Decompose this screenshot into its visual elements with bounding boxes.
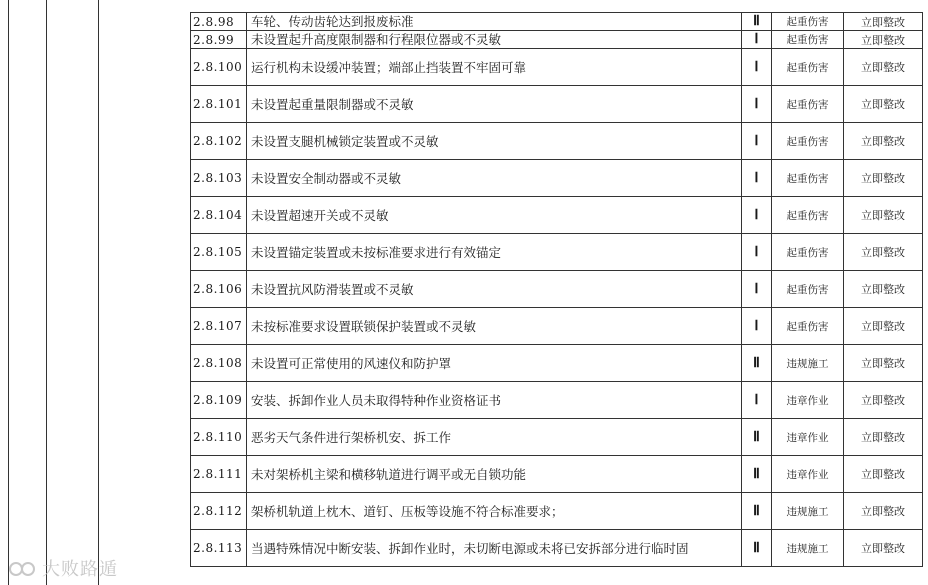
table-row: [191, 345, 923, 382]
rectification-action: [844, 197, 923, 234]
accident-type: [772, 382, 844, 419]
hazard-description: [247, 13, 742, 31]
rectification-action-text: 立即整改: [861, 394, 905, 407]
hazard-grade-text: Ⅱ: [753, 355, 760, 371]
accident-type-text: 违章作业: [786, 431, 829, 444]
table-row: [191, 86, 923, 123]
hazard-description: [247, 308, 742, 345]
hazard-description: [247, 493, 742, 530]
item-code-text: 2.8.108: [193, 356, 243, 370]
table-row: [191, 13, 923, 31]
table-row: [191, 49, 923, 86]
hazard-grade-text: Ⅰ: [754, 392, 759, 408]
item-code-text: 2.8.111: [193, 467, 243, 481]
rectification-action: [844, 456, 923, 493]
rectification-action-text: 立即整改: [861, 135, 905, 148]
accident-type-text: 起重伤害: [786, 283, 829, 296]
accident-type: [772, 49, 844, 86]
hazard-description: [247, 382, 742, 419]
rectification-action: [844, 123, 923, 160]
item-code-text: 2.8.109: [193, 393, 243, 407]
hazard-description: [247, 271, 742, 308]
item-code: [191, 234, 247, 271]
rectification-action: [844, 493, 923, 530]
item-code: [191, 13, 247, 31]
item-code-text: 2.8.103: [193, 171, 243, 185]
table-row: [191, 234, 923, 271]
watermark-logo-icon: [8, 558, 40, 578]
hazard-table: [190, 12, 923, 567]
hazard-grade-text: Ⅰ: [754, 133, 759, 149]
item-code-text: 2.8.113: [193, 541, 243, 555]
hazard-grade: [742, 271, 772, 308]
hazard-grade-text: Ⅰ: [754, 170, 759, 186]
accident-type: [772, 197, 844, 234]
accident-type-text: 违章作业: [786, 394, 829, 407]
hazard-grade: [742, 456, 772, 493]
item-code-text: 2.8.102: [193, 134, 243, 148]
item-code-text: 2.8.101: [193, 97, 243, 111]
item-code: [191, 419, 247, 456]
hazard-description: [247, 345, 742, 382]
hazard-description: [247, 86, 742, 123]
hazard-description-text: 运行机构未设缓冲装置；端部止挡装置不牢固可靠: [251, 60, 527, 75]
accident-type: [772, 31, 844, 49]
rectification-action-text: 立即整改: [861, 246, 905, 259]
table-row: [191, 493, 923, 530]
hazard-grade-text: Ⅱ: [753, 503, 760, 519]
table-row: [191, 382, 923, 419]
hazard-grade-text: Ⅰ: [754, 281, 759, 297]
accident-type: [772, 234, 844, 271]
hazard-grade: [742, 160, 772, 197]
rectification-action-text: 立即整改: [861, 320, 905, 333]
accident-type-text: 起重伤害: [786, 246, 829, 259]
accident-type-text: 违规施工: [786, 542, 829, 555]
hazard-grade-text: Ⅰ: [754, 207, 759, 223]
accident-type: [772, 530, 844, 567]
rectification-action-text: 立即整改: [861, 468, 905, 481]
item-code: [191, 197, 247, 234]
item-code: [191, 31, 247, 49]
hazard-description-text: 未设置起升高度限制器和行程限位器或不灵敏: [251, 31, 502, 47]
item-code-text: 2.8.100: [193, 60, 243, 74]
accident-type-text: 起重伤害: [786, 209, 829, 222]
item-code-text: 2.8.110: [193, 430, 243, 444]
accident-type: [772, 160, 844, 197]
hazard-description-text: 未设置抗风防滑装置或不灵敏: [251, 282, 414, 297]
hazard-description-text: 当遇特殊情况中断安装、拆卸作业时，未切断电源或未将已安拆部分进行临时固: [251, 541, 689, 556]
rectification-action: [844, 160, 923, 197]
item-code-text: 2.8.106: [193, 282, 243, 296]
item-code-text: 2.8.98: [193, 14, 235, 29]
hazard-description-text: 未设置支腿机械锁定装置或不灵敏: [251, 134, 439, 149]
category-column-line: [46, 0, 47, 585]
rectification-action: [844, 49, 923, 86]
hazard-description: [247, 160, 742, 197]
item-code-text: 2.8.105: [193, 245, 243, 259]
hazard-description: [247, 49, 742, 86]
rectification-action: [844, 345, 923, 382]
accident-type: [772, 456, 844, 493]
hazard-description: [247, 456, 742, 493]
accident-type-text: 起重伤害: [786, 34, 829, 46]
accident-type-text: 起重伤害: [786, 172, 829, 185]
item-code: [191, 123, 247, 160]
hazard-grade: [742, 123, 772, 160]
table-row: [191, 308, 923, 345]
hazard-description-text: 未设置安全制动器或不灵敏: [251, 171, 402, 186]
rectification-action-text: 立即整改: [861, 61, 905, 74]
accident-type-text: 违章作业: [786, 468, 829, 481]
hazard-description: [247, 234, 742, 271]
hazard-description-text: 未设置锚定装置或未按标准要求进行有效锚定: [251, 245, 502, 260]
hazard-grade: [742, 31, 772, 49]
hazard-grade-text: Ⅱ: [753, 466, 760, 482]
accident-type: [772, 13, 844, 31]
hazard-grade: [742, 530, 772, 567]
accident-type-text: 起重伤害: [786, 320, 829, 333]
accident-type: [772, 308, 844, 345]
hazard-description-text: 安装、拆卸作业人员未取得特种作业资格证书: [251, 393, 502, 408]
left-border-line: [8, 0, 9, 585]
item-code-text: 2.8.112: [193, 504, 243, 518]
hazard-grade-text: Ⅰ: [754, 32, 759, 47]
accident-type: [772, 419, 844, 456]
accident-type: [772, 493, 844, 530]
hazard-grade: [742, 345, 772, 382]
table-row: [191, 123, 923, 160]
hazard-description: [247, 197, 742, 234]
hazard-table-body: [191, 13, 923, 567]
rectification-action: [844, 31, 923, 49]
rectification-action: [844, 530, 923, 567]
hazard-description: [247, 530, 742, 567]
item-code-text: 2.8.107: [193, 319, 243, 333]
rectification-action: [844, 308, 923, 345]
rectification-action: [844, 382, 923, 419]
hazard-grade: [742, 86, 772, 123]
hazard-grade: [742, 493, 772, 530]
hazard-grade: [742, 234, 772, 271]
table-row: [191, 31, 923, 49]
accident-type: [772, 123, 844, 160]
hazard-grade: [742, 197, 772, 234]
rectification-action-text: 立即整改: [861, 542, 905, 555]
hazard-description-text: 车轮、传动齿轮达到报废标准: [251, 13, 414, 29]
hazard-description: [247, 123, 742, 160]
table-row: [191, 197, 923, 234]
hazard-grade-text: Ⅰ: [754, 96, 759, 112]
rectification-action-text: 立即整改: [861, 33, 905, 47]
rectification-action-text: 立即整改: [861, 431, 905, 444]
hazard-description-text: 未设置起重量限制器或不灵敏: [251, 97, 414, 112]
item-code: [191, 382, 247, 419]
accident-type: [772, 271, 844, 308]
rectification-action: [844, 13, 923, 31]
rectification-action-text: 立即整改: [861, 209, 905, 222]
item-code: [191, 493, 247, 530]
rectification-action-text: 立即整改: [861, 283, 905, 296]
subcategory-column-line: [98, 0, 99, 585]
hazard-grade: [742, 13, 772, 31]
accident-type-text: 起重伤害: [786, 61, 829, 74]
accident-type-text: 起重伤害: [786, 135, 829, 148]
hazard-description: [247, 419, 742, 456]
hazard-description-text: 未设置可正常使用的风速仪和防护罩: [251, 356, 452, 371]
hazard-description-text: 恶劣天气条件进行架桥机安、拆工作: [251, 430, 452, 445]
accident-type-text: 起重伤害: [786, 98, 829, 111]
hazard-grade: [742, 382, 772, 419]
rectification-action: [844, 86, 923, 123]
table-row: [191, 419, 923, 456]
hazard-description-text: 未按标准要求设置联锁保护装置或不灵敏: [251, 319, 477, 334]
accident-type-text: 违规施工: [786, 357, 829, 370]
item-code-text: 2.8.99: [193, 32, 235, 47]
hazard-grade: [742, 308, 772, 345]
hazard-grade: [742, 49, 772, 86]
item-code: [191, 530, 247, 567]
item-code: [191, 271, 247, 308]
accident-type-text: 起重伤害: [786, 16, 829, 28]
table-row: [191, 160, 923, 197]
accident-type-text: 违规施工: [786, 505, 829, 518]
hazard-grade-text: Ⅱ: [753, 429, 760, 445]
hazard-grade: [742, 419, 772, 456]
item-code: [191, 345, 247, 382]
hazard-grade-text: Ⅰ: [754, 59, 759, 75]
accident-type: [772, 86, 844, 123]
table-row: [191, 456, 923, 493]
rectification-action-text: 立即整改: [861, 357, 905, 370]
item-code: [191, 456, 247, 493]
watermark-text: 大败路遁: [42, 559, 118, 580]
item-code: [191, 160, 247, 197]
table-row: [191, 271, 923, 308]
hazard-grade-text: Ⅰ: [754, 318, 759, 334]
hazard-grade-text: Ⅱ: [753, 540, 760, 556]
hazard-description: [247, 31, 742, 49]
item-code: [191, 49, 247, 86]
item-code-text: 2.8.104: [193, 208, 243, 222]
rectification-action: [844, 271, 923, 308]
rectification-action: [844, 234, 923, 271]
rectification-action-text: 立即整改: [861, 172, 905, 185]
accident-type: [772, 345, 844, 382]
hazard-grade-text: Ⅱ: [753, 14, 760, 29]
item-code: [191, 86, 247, 123]
rectification-action-text: 立即整改: [861, 505, 905, 518]
table-row: [191, 530, 923, 567]
hazard-description-text: 未对架桥机主梁和横移轨道进行调平或无自锁功能: [251, 467, 527, 482]
rectification-action-text: 立即整改: [861, 15, 905, 29]
rectification-action-text: 立即整改: [861, 98, 905, 111]
hazard-grade-text: Ⅰ: [754, 244, 759, 260]
hazard-description-text: 架桥机轨道上枕木、道钉、压板等设施不符合标准要求；: [251, 504, 564, 519]
hazard-description-text: 未设置超速开关或不灵敏: [251, 208, 389, 223]
item-code: [191, 308, 247, 345]
rectification-action: [844, 419, 923, 456]
